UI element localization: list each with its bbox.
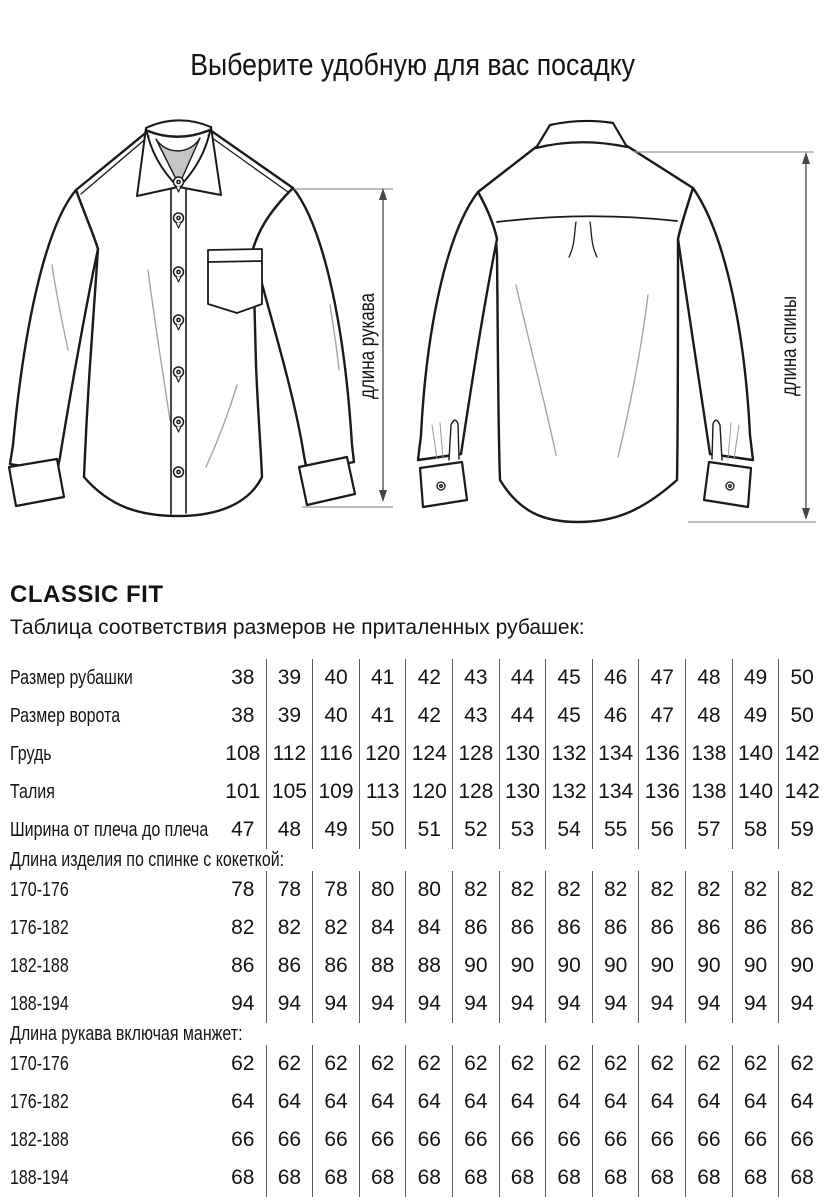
size-cell: 62	[312, 1045, 359, 1083]
row-label: Ширина от плеча до плеча	[10, 818, 209, 841]
size-cell: 49	[312, 811, 359, 849]
size-cell: 62	[685, 1045, 732, 1083]
table-row	[10, 659, 825, 697]
size-cell: 86	[685, 909, 732, 947]
row-label-cell	[10, 1121, 220, 1159]
size-cell: 40	[312, 659, 359, 697]
size-cell: 82	[638, 871, 685, 909]
size-cell: 94	[452, 985, 499, 1023]
size-cell: 142	[778, 773, 825, 811]
size-cell: 68	[499, 1159, 546, 1197]
size-cell: 46	[592, 659, 639, 697]
size-cell: 68	[312, 1159, 359, 1197]
size-cell: 52	[452, 811, 499, 849]
size-cell: 90	[545, 947, 592, 985]
size-cell: 64	[312, 1083, 359, 1121]
size-cell: 66	[452, 1121, 499, 1159]
front-right-sleeve	[253, 188, 354, 471]
size-cell: 51	[405, 811, 452, 849]
size-cell: 109	[312, 773, 359, 811]
size-cell: 90	[452, 947, 499, 985]
size-cell: 66	[231, 1128, 255, 1151]
arrow-down-icon	[379, 490, 387, 502]
size-cell: 66	[499, 1121, 546, 1159]
size-cell: 64	[592, 1083, 639, 1121]
size-cell: 44	[499, 659, 546, 697]
row-label: 182-188	[10, 954, 69, 977]
section-header-label: Длина изделия по спинке с кокеткой:	[10, 848, 285, 871]
table-subtitle: Таблица соответствия размеров не приталенных рубашек:	[10, 616, 585, 639]
size-cell: 94	[231, 992, 255, 1015]
table-row	[10, 1159, 825, 1197]
size-cell: 47	[231, 818, 255, 841]
size-cell: 41	[359, 659, 406, 697]
size-cell: 134	[592, 773, 639, 811]
size-cell: 94	[592, 985, 639, 1023]
size-cell: 90	[732, 947, 779, 985]
size-cell: 82	[452, 871, 499, 909]
table-row	[10, 909, 825, 947]
size-cell: 39	[266, 697, 313, 735]
size-cell: 90	[778, 947, 825, 985]
size-cell: 43	[452, 697, 499, 735]
size-cell: 108	[225, 742, 261, 765]
size-cell: 90	[499, 947, 546, 985]
size-cell: 62	[778, 1045, 825, 1083]
row-label-cell	[10, 697, 220, 735]
row-label-cell	[10, 1083, 220, 1121]
size-cell: 42	[405, 697, 452, 735]
back-length-label: длина спины	[778, 270, 801, 396]
back-body	[478, 142, 693, 522]
row-label-cell	[10, 811, 220, 849]
size-cell: 128	[452, 735, 499, 773]
size-cell: 88	[359, 947, 406, 985]
size-cell: 64	[359, 1083, 406, 1121]
size-cell: 62	[266, 1045, 313, 1083]
row-label: 188-194	[10, 992, 69, 1015]
arrow-up-icon	[379, 188, 387, 200]
row-label-cell	[10, 773, 220, 811]
size-cell: 94	[545, 985, 592, 1023]
size-cell: 94	[685, 985, 732, 1023]
size-cell: 62	[231, 1052, 255, 1075]
size-cell: 90	[638, 947, 685, 985]
page-title	[0, 47, 825, 83]
row-label-cell	[10, 735, 220, 773]
size-cell: 136	[638, 735, 685, 773]
size-cell: 68	[452, 1159, 499, 1197]
size-cell: 50	[778, 659, 825, 697]
row-label-cell	[10, 659, 220, 697]
size-cell: 64	[452, 1083, 499, 1121]
row-label-cell	[10, 909, 220, 947]
size-cell: 80	[405, 871, 452, 909]
size-cell: 64	[231, 1090, 255, 1113]
size-cell: 140	[732, 735, 779, 773]
size-cell: 64	[732, 1083, 779, 1121]
table-row	[10, 1121, 825, 1159]
table-row	[10, 697, 825, 735]
size-cell: 132	[545, 773, 592, 811]
size-cell: 48	[266, 811, 313, 849]
size-cell: 58	[732, 811, 779, 849]
size-cell: 62	[452, 1045, 499, 1083]
size-cell: 84	[359, 909, 406, 947]
size-cell: 86	[231, 954, 255, 977]
size-cell: 94	[266, 985, 313, 1023]
size-cell: 42	[405, 659, 452, 697]
size-cell: 68	[231, 1166, 255, 1189]
table-section-header	[10, 1023, 825, 1045]
size-cell: 113	[359, 773, 406, 811]
size-cell: 94	[732, 985, 779, 1023]
size-cell: 53	[499, 811, 546, 849]
size-cell: 50	[778, 697, 825, 735]
size-cell: 66	[312, 1121, 359, 1159]
size-cell: 112	[266, 735, 313, 773]
size-cell: 82	[778, 871, 825, 909]
size-cell: 49	[732, 659, 779, 697]
size-cell: 82	[312, 909, 359, 947]
table-row	[10, 985, 825, 1023]
size-cell: 44	[499, 697, 546, 735]
front-right-cuff	[299, 457, 355, 505]
row-label: 170-176	[10, 1052, 69, 1075]
size-cell: 136	[638, 773, 685, 811]
size-cell: 138	[685, 735, 732, 773]
size-cell: 86	[266, 947, 313, 985]
size-cell: 64	[405, 1083, 452, 1121]
size-cell: 86	[778, 909, 825, 947]
size-cell: 86	[452, 909, 499, 947]
size-cell: 40	[312, 697, 359, 735]
classic-fit-heading: CLASSIC FIT	[10, 581, 164, 608]
size-cell: 46	[592, 697, 639, 735]
arrow-up-icon	[802, 152, 810, 164]
back-right-cuff-button	[726, 482, 734, 490]
size-cell: 62	[638, 1045, 685, 1083]
size-cell: 68	[545, 1159, 592, 1197]
size-cell: 124	[405, 735, 452, 773]
size-cell: 84	[405, 909, 452, 947]
size-cell: 55	[592, 811, 639, 849]
size-cell: 120	[359, 735, 406, 773]
front-collar-band	[146, 120, 211, 128]
size-cell: 64	[545, 1083, 592, 1121]
row-label: Талия	[10, 780, 55, 803]
size-cell: 82	[685, 871, 732, 909]
size-cell: 78	[231, 878, 255, 901]
row-label-cell	[10, 871, 220, 909]
back-right-sleeve	[678, 188, 753, 460]
size-cell: 66	[266, 1121, 313, 1159]
size-cell: 62	[405, 1045, 452, 1083]
size-cell: 38	[231, 666, 255, 689]
size-cell: 86	[499, 909, 546, 947]
size-cell: 82	[732, 871, 779, 909]
size-cell: 86	[592, 909, 639, 947]
size-cell: 48	[685, 697, 732, 735]
size-cell: 41	[359, 697, 406, 735]
size-cell: 62	[592, 1045, 639, 1083]
size-cell: 140	[732, 773, 779, 811]
row-label-cell	[10, 1045, 220, 1083]
back-right-sleeve-placket	[712, 420, 722, 460]
size-cell: 38	[231, 704, 255, 727]
size-cell: 47	[638, 659, 685, 697]
size-cell: 64	[778, 1083, 825, 1121]
size-cell: 82	[499, 871, 546, 909]
size-cell: 66	[685, 1121, 732, 1159]
size-cell: 68	[778, 1159, 825, 1197]
shirt-fit-diagram	[0, 115, 825, 540]
back-left-sleeve-placket	[449, 420, 459, 460]
table-row	[10, 947, 825, 985]
back-left-cuff-button	[437, 482, 445, 490]
size-table	[10, 659, 825, 1197]
size-cell: 45	[545, 697, 592, 735]
size-cell: 66	[359, 1121, 406, 1159]
size-cell: 138	[685, 773, 732, 811]
size-cell: 68	[732, 1159, 779, 1197]
size-cell: 86	[545, 909, 592, 947]
size-cell: 94	[778, 985, 825, 1023]
size-cell: 48	[685, 659, 732, 697]
size-cell: 94	[359, 985, 406, 1023]
size-cell: 39	[266, 659, 313, 697]
size-cell: 68	[685, 1159, 732, 1197]
size-cell: 90	[685, 947, 732, 985]
size-cell: 80	[359, 871, 406, 909]
size-cell: 94	[499, 985, 546, 1023]
size-cell: 105	[266, 773, 313, 811]
row-label: 170-176	[10, 878, 69, 901]
size-cell: 82	[545, 871, 592, 909]
size-cell: 57	[685, 811, 732, 849]
row-label: 182-188	[10, 1128, 69, 1151]
size-cell: 82	[231, 916, 255, 939]
arrow-down-icon	[802, 508, 810, 520]
size-cell: 68	[638, 1159, 685, 1197]
size-cell: 64	[638, 1083, 685, 1121]
size-cell: 54	[545, 811, 592, 849]
size-cell: 62	[732, 1045, 779, 1083]
table-row	[10, 1045, 825, 1083]
page-title-text: Выберите удобную для вас посадку	[190, 47, 635, 82]
size-cell: 82	[592, 871, 639, 909]
size-cell: 101	[225, 780, 261, 803]
row-label-cell	[10, 1159, 220, 1197]
size-cell: 78	[312, 871, 359, 909]
row-label: 176-182	[10, 1090, 69, 1113]
size-cell: 132	[545, 735, 592, 773]
table-section-header	[10, 849, 825, 871]
size-cell: 86	[312, 947, 359, 985]
size-cell: 130	[499, 773, 546, 811]
size-cell: 68	[592, 1159, 639, 1197]
size-cell: 88	[405, 947, 452, 985]
row-label-cell	[10, 985, 220, 1023]
row-label: Размер ворота	[10, 704, 121, 727]
size-cell: 66	[592, 1121, 639, 1159]
back-left-sleeve	[418, 192, 497, 460]
size-cell: 62	[499, 1045, 546, 1083]
table-row	[10, 871, 825, 909]
size-cell: 66	[545, 1121, 592, 1159]
size-cell: 94	[405, 985, 452, 1023]
row-label: 176-182	[10, 916, 69, 939]
row-label-cell	[10, 947, 220, 985]
size-cell: 56	[638, 811, 685, 849]
size-cell: 94	[312, 985, 359, 1023]
front-pocket	[208, 249, 262, 313]
size-cell: 120	[405, 773, 452, 811]
size-cell: 68	[405, 1159, 452, 1197]
size-cell: 66	[405, 1121, 452, 1159]
size-cell: 62	[545, 1045, 592, 1083]
size-cell: 94	[638, 985, 685, 1023]
size-cell: 68	[266, 1159, 313, 1197]
table-row	[10, 735, 825, 773]
size-cell: 82	[266, 909, 313, 947]
size-cell: 90	[592, 947, 639, 985]
size-cell: 43	[452, 659, 499, 697]
size-cell: 134	[592, 735, 639, 773]
front-left-sleeve	[10, 190, 98, 472]
table-row	[10, 811, 825, 849]
size-cell: 86	[732, 909, 779, 947]
size-cell: 49	[732, 697, 779, 735]
size-cell: 50	[359, 811, 406, 849]
size-cell: 59	[778, 811, 825, 849]
size-cell: 64	[685, 1083, 732, 1121]
size-cell: 68	[359, 1159, 406, 1197]
size-cell: 62	[359, 1045, 406, 1083]
size-cell: 142	[778, 735, 825, 773]
size-cell: 130	[499, 735, 546, 773]
row-label: Размер рубашки	[10, 666, 133, 689]
size-cell: 128	[452, 773, 499, 811]
size-cell: 116	[312, 735, 359, 773]
size-cell: 66	[778, 1121, 825, 1159]
front-left-cuff	[9, 459, 64, 506]
size-cell: 78	[266, 871, 313, 909]
size-cell: 64	[266, 1083, 313, 1121]
size-cell: 47	[638, 697, 685, 735]
table-row	[10, 1083, 825, 1121]
section-header-label: Длина рукава включая манжет:	[10, 1022, 243, 1045]
size-cell: 86	[638, 909, 685, 947]
shirt-back-diagram	[418, 121, 753, 522]
sleeve-length-label: длина рукава	[356, 267, 379, 399]
row-label: Грудь	[10, 742, 52, 765]
shirt-front-diagram	[9, 120, 355, 516]
size-cell: 66	[732, 1121, 779, 1159]
size-cell: 66	[638, 1121, 685, 1159]
table-row	[10, 773, 825, 811]
size-cell: 45	[545, 659, 592, 697]
row-label: 188-194	[10, 1166, 69, 1189]
size-cell: 64	[499, 1083, 546, 1121]
